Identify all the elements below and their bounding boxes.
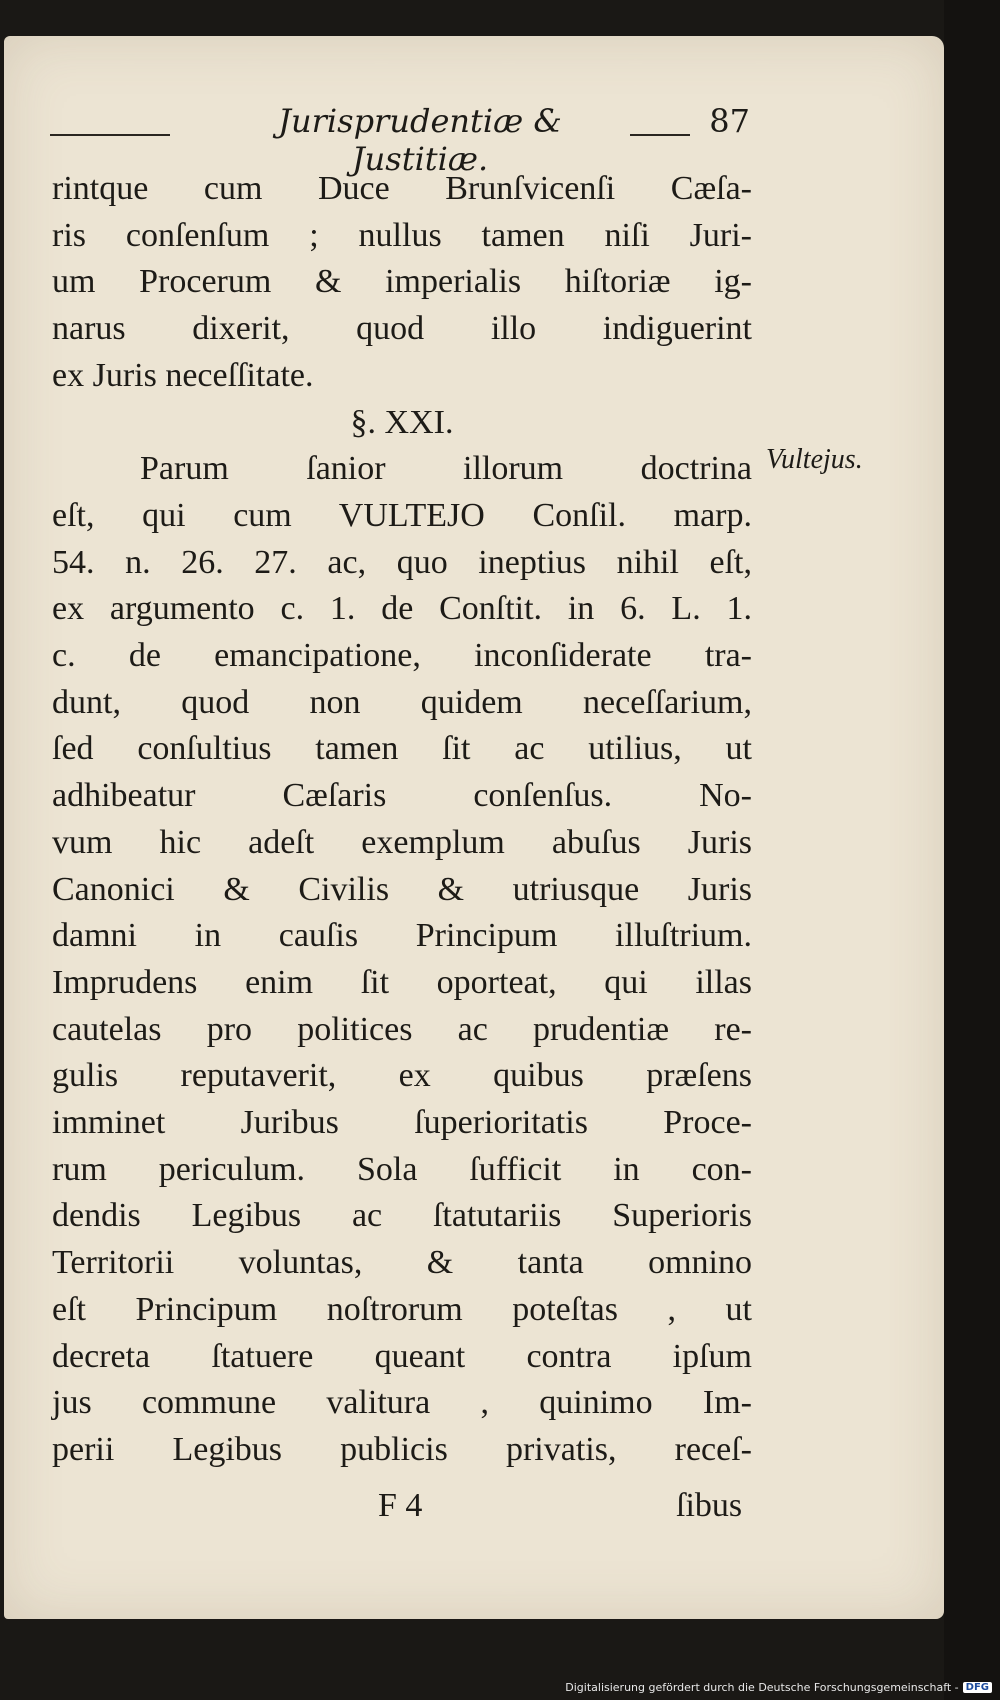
catchword: ſibus [676, 1487, 743, 1524]
text-line: Canonici & Civilis & utriusque Juris [52, 870, 752, 908]
text-line: adhibeatur Cæſaris conſenſus. No- [52, 777, 752, 815]
text-line: ris conſenſum ; nullus tamen niſi Juri- [52, 216, 752, 254]
dfg-logo-icon: DFG [963, 1682, 992, 1693]
text-line: c. de emancipatione, inconſiderate tra- [52, 637, 752, 675]
text-line: rum periculum. Sola ſufficit in con- [52, 1150, 752, 1188]
text-line: gulis reputaverit, ex quibus præſens [52, 1057, 752, 1095]
text-line: Territorii voluntas, & tanta omnino [52, 1244, 752, 1282]
text-line: 54. n. 26. 27. ac, quo ineptius nihil eſt, [52, 543, 752, 581]
text-line: dendis Legibus ac ſtatutariis Superioris [52, 1197, 752, 1235]
text-line: damni in cauſis Principum illuſtrium. [52, 917, 752, 955]
text-line: cautelas pro politices ac prudentiæ re- [52, 1010, 752, 1048]
text-line: eſt, qui cum VULTEJO Conſil. marp. [52, 496, 752, 534]
text-line: Parum ſanior illorum doctrina [140, 450, 752, 488]
text-line: narus dixerit, quod illo indiguerint [52, 310, 752, 348]
header-rule-right [630, 134, 690, 136]
text-line: rintque cum Duce Brunſvicenſi Cæſa- [52, 170, 752, 207]
running-title: Jurisprudentiæ & Justitiæ. [278, 102, 562, 178]
text-line: eſt Principum noſtrorum poteſtas , ut [52, 1290, 752, 1328]
page-number: 87 [709, 102, 750, 140]
text-line: jus commune valitura , quinimo Im- [52, 1384, 752, 1422]
signature-mark: F 4 [378, 1487, 423, 1524]
text-line: ex argumento c. 1. de Conſtit. in 6. L. 1. [52, 590, 752, 628]
digitization-credit [565, 1681, 992, 1694]
main-text [52, 166, 752, 1474]
text-line: vum hic adeſt exemplum abuſus Juris [52, 823, 752, 861]
text-line: dunt, quod non quidem neceſſarium, [52, 683, 752, 721]
credit-text: Digitalisierung gefördert durch die Deutsche Forschungsgemeinschaft - [565, 1681, 959, 1694]
text-line: um Procerum & imperialis hiſtoriæ ig- [52, 263, 752, 301]
text-line: decreta ſtatuere queant contra ipſum [52, 1337, 752, 1375]
text-line: Imprudens enim ſit oporteat, qui illas [52, 963, 752, 1001]
section-heading: §. XXI. [350, 403, 454, 441]
header-rule-left [50, 134, 170, 136]
text-line: perii Legibus publicis privatis, receſ- [52, 1430, 752, 1468]
page-header [50, 76, 750, 178]
text-line: ex Juris neceſſitate. [52, 356, 314, 394]
margin-note: Vultejus. [766, 444, 863, 475]
text-line: imminet Juribus ſuperioritatis Proce- [52, 1104, 752, 1142]
text-line: ſed conſultius tamen ſit ac utilius, ut [52, 730, 752, 768]
scan-background-edge [944, 0, 1000, 1700]
